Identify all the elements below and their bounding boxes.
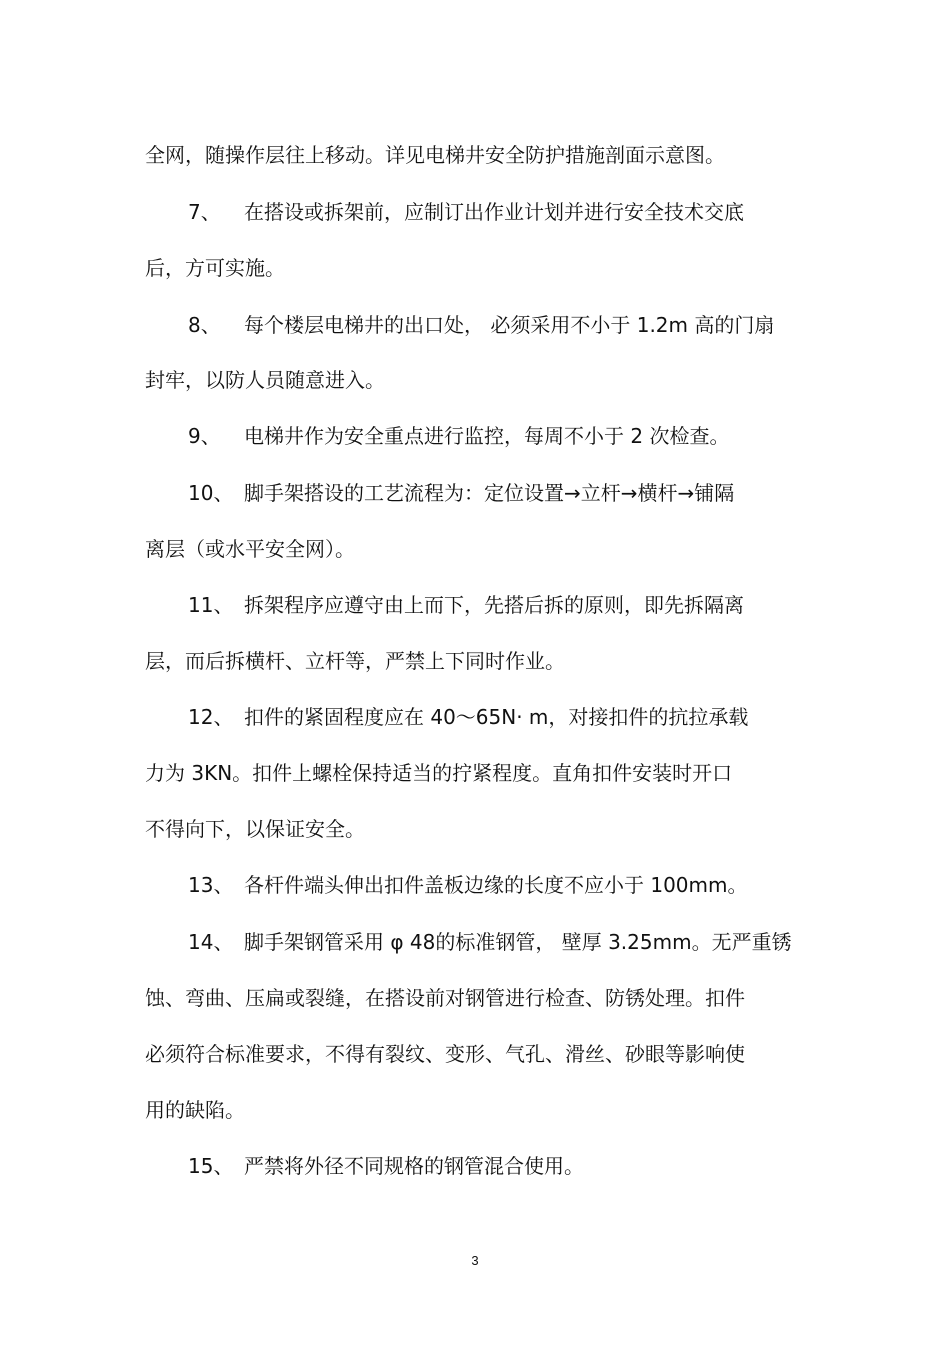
text-line — [145, 647, 815, 675]
list-item — [188, 928, 858, 956]
text-line — [145, 1040, 815, 1068]
text-line — [145, 1096, 815, 1124]
text-line — [145, 759, 815, 787]
list-item — [188, 479, 858, 507]
line-text: 电梯井作为安全重点进行监控，每周不小于 2 次检查。 — [244, 424, 730, 448]
page-number: 3 — [471, 1253, 479, 1268]
item-number: 11、 — [188, 593, 234, 617]
item-number: 12、 — [188, 705, 234, 729]
list-item — [188, 703, 858, 731]
list-item — [188, 198, 858, 226]
text-line — [145, 254, 815, 282]
list-item — [188, 591, 858, 619]
line-text: 层，而后拆横杆、立杆等，严禁上下同时作业。 — [145, 649, 565, 673]
line-text: 脚手架搭设的工艺流程为：定位设置→立杆→横杆→铺隔 — [244, 481, 735, 505]
text-line — [145, 535, 815, 563]
line-text: 力为 3KN。扣件上螺栓保持适当的拧紧程度。直角扣件安装时开口 — [145, 761, 733, 785]
line-text: 脚手架钢管采用 φ 48的标准钢管， 壁厚 3.25mm。无严重锈 — [244, 930, 792, 954]
item-number: 13、 — [188, 873, 234, 897]
line-text: 各杆件端头伸出扣件盖板边缘的长度不应小于 100mm。 — [244, 873, 748, 897]
text-line — [145, 815, 815, 843]
list-item — [188, 311, 858, 339]
line-text: 后，方可实施。 — [145, 256, 285, 280]
item-number: 7、 — [188, 200, 221, 224]
line-text: 用的缺陷。 — [145, 1098, 245, 1122]
text-line — [145, 141, 815, 169]
text-line — [145, 984, 815, 1012]
line-text: 在搭设或拆架前，应制订出作业计划并进行安全技术交底 — [244, 200, 744, 224]
line-text: 全网，随操作层往上移动。详见电梯井安全防护措施剖面示意图。 — [145, 143, 725, 167]
line-text: 必须符合标准要求，不得有裂纹、变形、气孔、滑丝、砂眼等影响使 — [145, 1042, 745, 1066]
line-text: 蚀、弯曲、压扁或裂缝，在搭设前对钢管进行检查、防锈处理。扣件 — [145, 986, 745, 1010]
list-item — [188, 871, 858, 899]
list-item — [188, 422, 858, 450]
line-text: 离层（或水平安全网）。 — [145, 537, 355, 561]
item-number: 8、 — [188, 313, 221, 337]
line-text: 严禁将外径不同规格的钢管混合使用。 — [244, 1154, 584, 1178]
text-line — [145, 366, 815, 394]
item-number: 10、 — [188, 481, 234, 505]
line-text: 拆架程序应遵守由上而下，先搭后拆的原则，即先拆隔离 — [244, 593, 744, 617]
item-number: 14、 — [188, 930, 234, 954]
line-text: 封牢，以防人员随意进入。 — [145, 368, 385, 392]
line-text: 每个楼层电梯井的出口处， 必须采用不小于 1.2m 高的门扇 — [244, 313, 775, 337]
line-text: 扣件的紧固程度应在 40～65N· m，对接扣件的抗拉承载 — [244, 705, 749, 729]
line-text: 不得向下，以保证安全。 — [145, 817, 365, 841]
item-number: 9、 — [188, 424, 221, 448]
item-number: 15、 — [188, 1154, 234, 1178]
list-item — [188, 1152, 858, 1180]
